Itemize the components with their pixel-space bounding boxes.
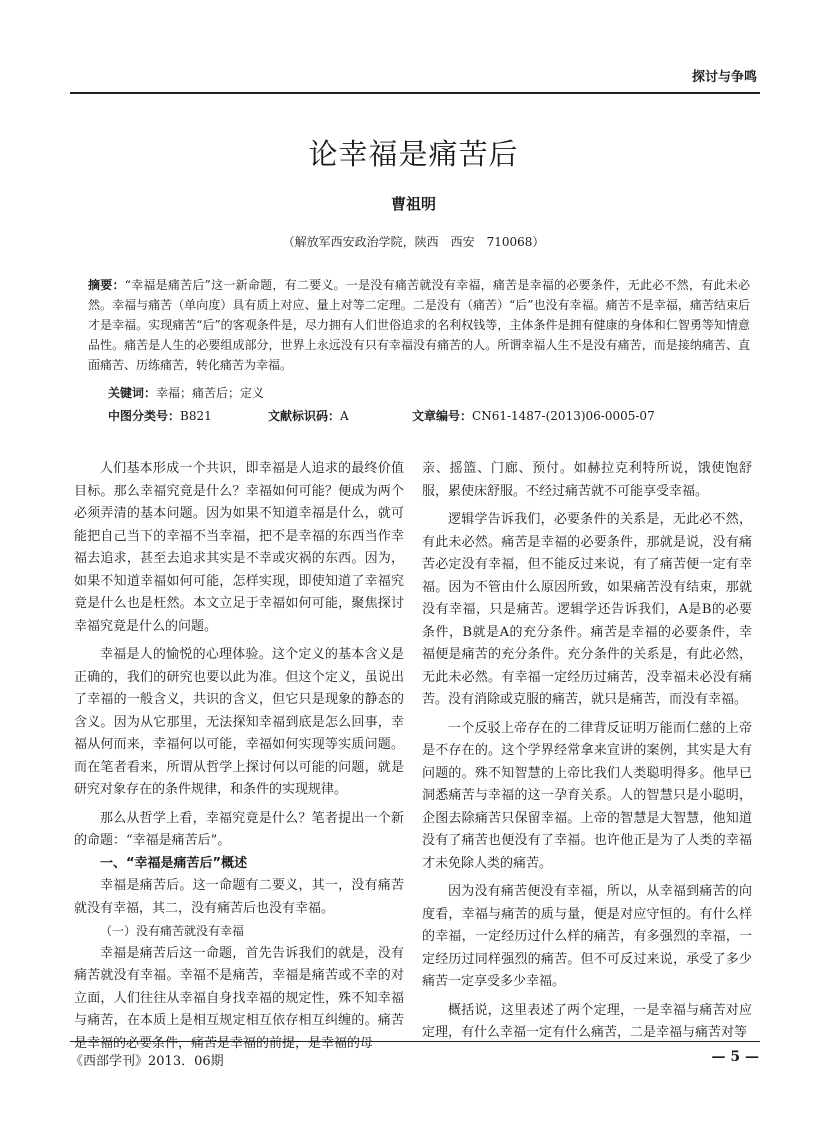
article-number — [412, 407, 655, 424]
paragraph: 概括说，这里表述了两个定理，一是幸福与痛苦对应定理，有什么幸福一定有什么痛苦，二是幸福与痛苦对等 — [422, 1002, 752, 1040]
paragraph: 幸福是痛苦后。这一命题有二要义，其一，没有痛苦就没有幸福，其二，没有痛苦后也没有幸福。 — [74, 878, 404, 916]
author-affiliation: （解放军西安政治学院，陕西 西安 710068） — [282, 235, 545, 249]
doc-code-label: 文献标识码： — [268, 409, 341, 423]
abstract-label: 摘要： — [88, 278, 125, 292]
page-number: — 5 — — [711, 1049, 759, 1065]
header-rule — [70, 92, 760, 94]
paragraph: 因为没有痛苦便没有幸福，所以，从幸福到痛苦的向度看，幸福与痛苦的质与量，便是对应守恒的。有什么样的幸福，一定经历过什么样的痛苦，有多强烈的幸福，一定经历过同样强烈的痛苦。但不可反过来说，承受了多少痛苦一定享受多少幸福。 — [422, 884, 752, 989]
journal-name: 《西部学刊》2013．06期 — [70, 1054, 224, 1069]
abstract — [88, 275, 750, 375]
keywords — [108, 384, 264, 401]
paragraph: 那么从哲学上看，幸福究竟是什么？笔者提出一个新的命题：“幸福是痛苦后”。 — [74, 810, 404, 848]
paragraph: 逻辑学告诉我们，必要条件的关系是，无此必不然，有此未必然。痛苦是幸福的必要条件，那就是说，没有痛苦必定没有幸福，但不能反过来说，有了痛苦便一定有幸福。因为不管由什么原因所致，如果痛苦没有结束，那就没有幸福，只是痛苦。逻辑学还告诉我们，A是B的必要条件，B就是A的充分条件。痛苦是幸福的必要条件，幸福便是痛苦的充分条件。充分条件的关系是，有此必然，无此未必然。有幸福一定经历过痛苦，没幸福未必没有痛苦。没有消除或克服的痛苦，就只是痛苦，而没有幸福。 — [422, 512, 752, 707]
paragraph: 人们基本形成一个共识，即幸福是人追求的最终价值目标。那么幸福究竟是什么？幸福如何可能？便成为两个必须弄清的基本问题。因为如果不知道幸福是什么，就可能把自己当下的幸福不当幸福，把不是幸福的东西当作幸福去追求，甚至去追求其实是不幸或灾祸的东西。因为，如果不知道幸福如何可能，怎样实现，即使知道了幸福究竟是什么也是枉然。本文立足于幸福如何可能，聚焦探讨幸福究竟是什么的问题。 — [74, 461, 404, 634]
section-label: 探讨与争鸣 — [691, 70, 757, 85]
abstract-text: “幸福是痛苦后”这一新命题，有二要义。一是没有痛苦就没有幸福，痛苦是幸福的必要条件，无此必不然，有此未必然。幸福与痛苦（单向度）具有质上对应、量上对等二定理。二是没有（痛苦）“后”也没有幸福。痛苦不是幸福，痛苦结束后才是幸福。实现痛苦“后”的客观条件是，尽力拥有人们世俗追求的名利权钱等，主体条件是拥有健康的身体和仁智勇等知情意品性。痛苦是人生的必要组成部分，世界上永远没有只有幸福没有痛苦的人。所谓幸福人生不是没有痛苦，而是接纳痛苦、直面痛苦、历练痛苦，转化痛苦为幸福。 — [88, 278, 750, 372]
body-column-right — [422, 458, 752, 1045]
paragraph: 亲、摇篮、门廊、预付。如赫拉克利特所说，饿使饱舒服，累使床舒服。不经过痛苦就不可能享受幸福。 — [422, 461, 752, 499]
section-heading: 一、“幸福是痛苦后”概述 — [100, 855, 248, 871]
paragraph: 幸福是痛苦后这一命题，首先告诉我们的就是，没有痛苦就没有幸福。幸福不是痛苦，幸福是痛苦或不幸的对立面，人们往往从幸福自身找幸福的规定性，殊不知幸福与痛苦，在本质上是相互规定相互依存相互纠缠的。痛苦是幸福的必要条件，痛苦是幸福的前提，是幸福的母 — [74, 945, 404, 1051]
article-author: 曹祖明 — [390, 195, 436, 213]
article-no-label: 文章编号： — [412, 409, 473, 423]
paragraph: 幸福是人的愉悦的心理体验。这个定义的基本含义是正确的，我们的研究也要以此为准。但这个定义，虽说出了幸福的一般含义，共识的含义，但它只是现象的静态的含义。因为从它那里，无法探知幸福到底是怎么回事，幸福从何而来，幸福何以可能，幸福如何实现等实质问题。而在笔者看来，所谓从哲学上探讨何以可能的问题，就是研究对象存在的条件规律，和条件的实现规律。 — [74, 647, 404, 797]
footer-rule — [70, 1041, 760, 1042]
keywords-text: 幸福；痛苦后；定义 — [156, 386, 265, 400]
classification-value: B821 — [180, 409, 212, 423]
classification-label: 中图分类号： — [108, 409, 181, 423]
paragraph: 一个反驳上帝存在的二律背反证明万能而仁慈的上帝是不存在的。这个学界经常拿来宣讲的案例，其实是大有问题的。殊不知智慧的上帝比我们人类聪明得多。他早已洞悉痛苦与幸福的这一孕育关系。人的智慧只是小聪明，企图去除痛苦只保留幸福。上帝的智慧是大智慧，他知道没有了痛苦也便没有了幸福。也许他正是为了人类的幸福才未免除人类的痛苦。 — [422, 720, 752, 871]
classification-number — [108, 407, 212, 424]
subsection-heading: （一）没有痛苦就没有幸福 — [100, 924, 245, 938]
article-no-value: CN61-1487-(2013)06-0005-07 — [472, 409, 655, 423]
document-code — [268, 407, 349, 424]
article-title: 论幸福是痛苦后 — [308, 137, 519, 171]
doc-code-value: A — [340, 409, 349, 423]
keywords-label: 关键词： — [108, 386, 157, 400]
body-column-left — [74, 458, 404, 1055]
